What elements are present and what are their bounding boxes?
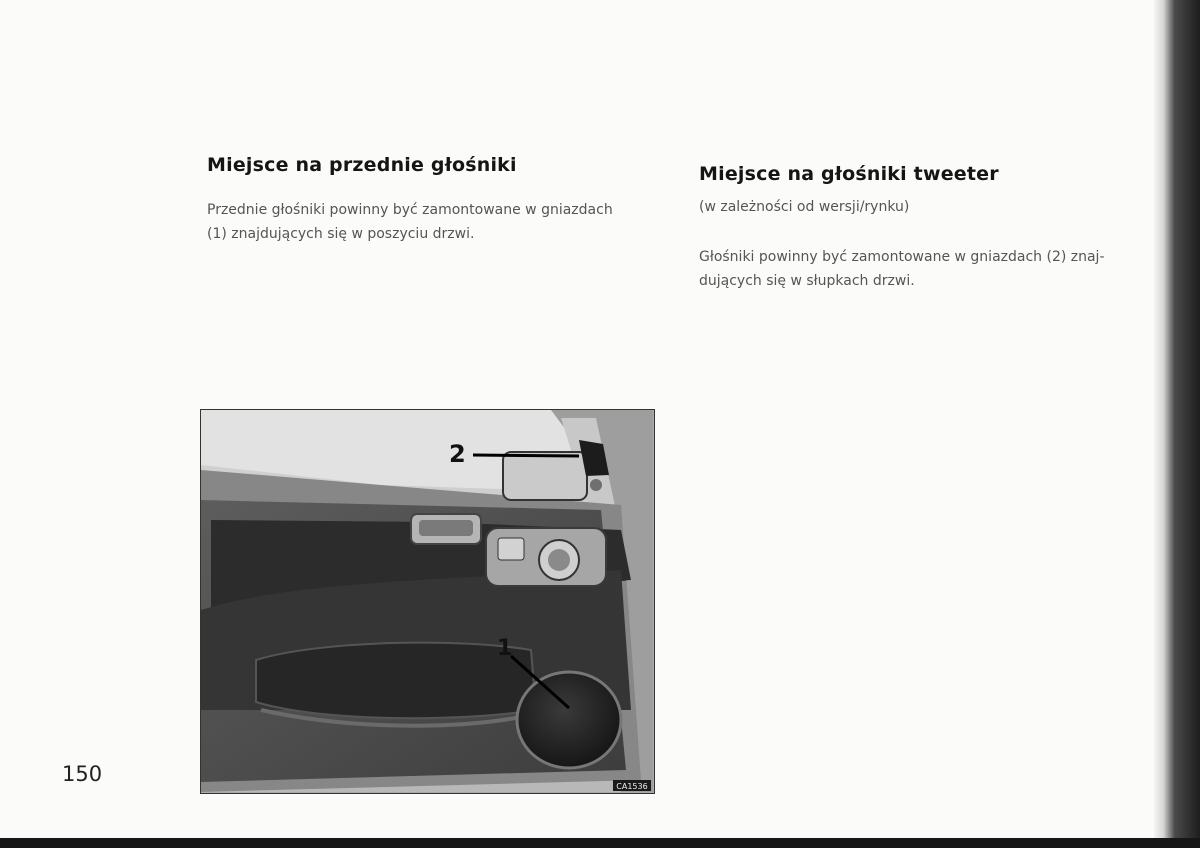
front-speakers-heading: Miejsce na przednie głośniki	[207, 154, 517, 176]
page-number: 150	[62, 762, 103, 786]
paragraph-line: dujących się w słupkach drzwi.	[699, 273, 915, 289]
tweeter-speakers-paragraph	[699, 245, 1105, 293]
paragraph-line: Przednie głośniki powinny być zamontowane w gniazdach	[207, 202, 613, 218]
figure-code: CA1536	[616, 782, 648, 791]
bottom-edge-shadow	[0, 838, 1200, 848]
paragraph-line: Głośniki powinny być zamontowane w gniazdach (2) znaj-	[699, 249, 1105, 265]
callout-label-1: 1	[497, 636, 513, 661]
paragraph-line: (1) znajdujących się w poszyciu drzwi.	[207, 226, 475, 242]
door-speaker-photo	[200, 409, 655, 794]
tweeter-speakers-heading: Miejsce na głośniki tweeter	[699, 163, 999, 185]
front-speakers-paragraph	[207, 198, 613, 246]
page-binding-shadow	[1154, 0, 1200, 848]
tweeter-subtitle: (w zależności od wersji/rynku)	[699, 199, 910, 215]
callout-label-2: 2	[449, 440, 466, 468]
